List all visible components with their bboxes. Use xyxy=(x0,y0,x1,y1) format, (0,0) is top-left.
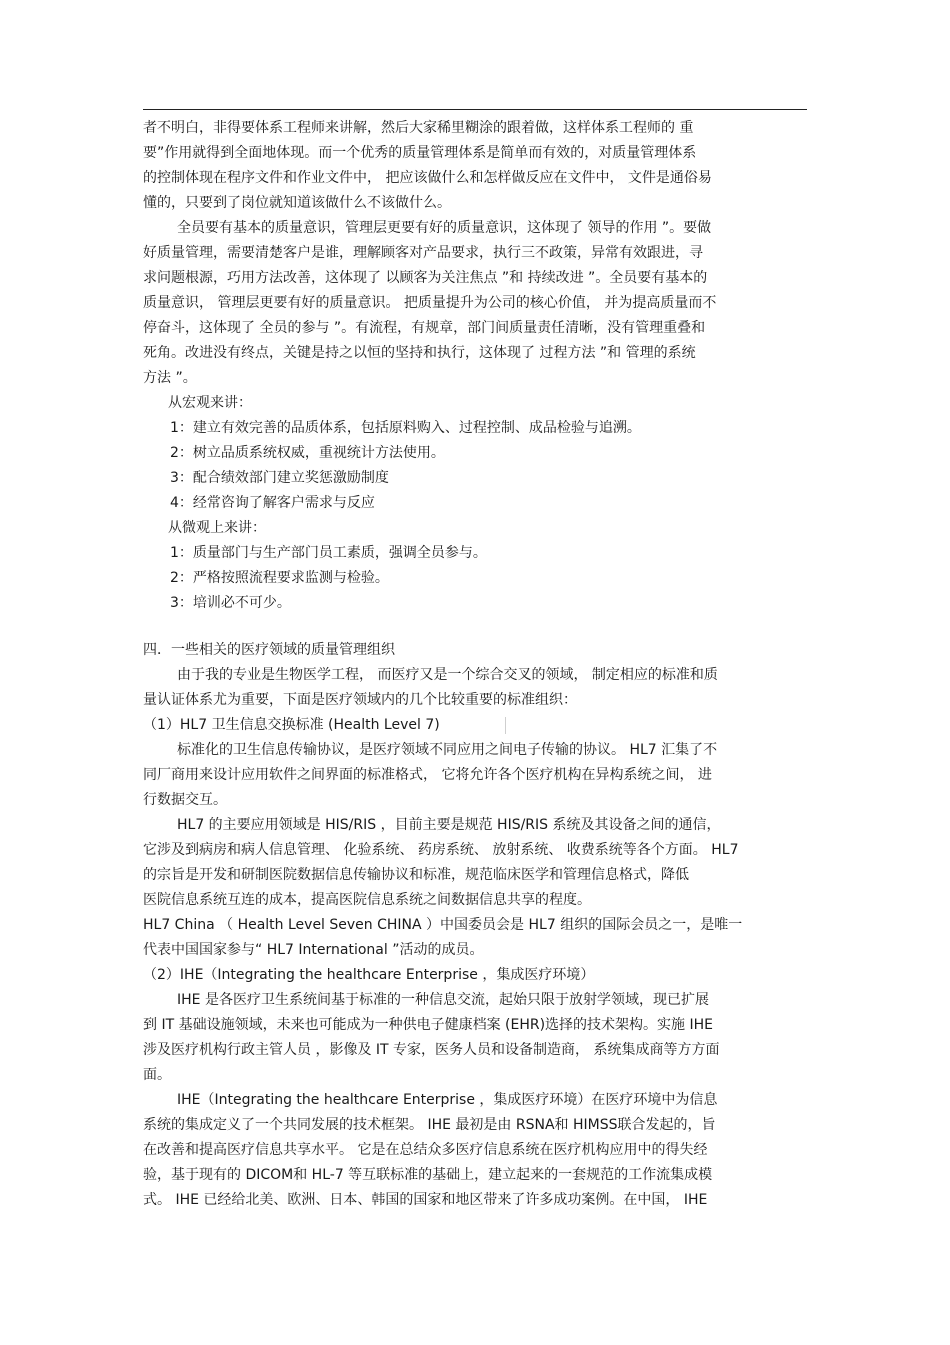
text-line: 量认证体系尤为重要，下面是医疗领域内的几个比较重要的标准组织： xyxy=(143,692,577,708)
text-line: 要”作用就得到全面地体现。而一个优秀的质量管理体系是简单而有效的，对质量管理体系 xyxy=(143,145,697,161)
text-line: 方法 ”。 xyxy=(143,370,197,386)
document-body xyxy=(143,116,807,1213)
list-item: 4：经常咨询了解客户需求与反应 xyxy=(170,495,375,511)
text-line: 者不明白，非得要体系工程师来讲解，然后大家稀里糊涂的跟着做，这样体系工程师的 重 xyxy=(143,120,694,136)
list-item: 1：建立有效完善的品质体系，包括原料购入、过程控制、成品检验与追溯。 xyxy=(170,420,641,436)
text-line: 面。 xyxy=(143,1067,171,1083)
text-line: HL7 的主要应用领域是 HIS/RIS ，目前主要是规范 HIS/RIS 系统及其设备之间的通信， xyxy=(177,817,721,833)
text-cursor xyxy=(505,717,506,734)
text-line: 医院信息系统互连的成本，提高医院信息系统之间数据信息共享的程度。 xyxy=(143,892,591,908)
list-item: 3：培训必不可少。 xyxy=(170,595,291,611)
text-line: IHE（Integrating the healthcare Enterprise ，集成医疗环境）在医疗环境中为信息 xyxy=(177,1092,718,1108)
section-label-macro: 从宏观来讲： xyxy=(168,395,252,411)
text-line: 验，基于现有的 DICOM和 HL-7 等互联标准的基础上，建立起来的一套规范的工作流集成模 xyxy=(143,1167,713,1183)
text-line: 代表中国国家参与“ HL7 International ”活动的成员。 xyxy=(143,942,484,958)
text-line: 系统的集成定义了一个共同发展的技术框架。 IHE 最初是由 RSNA和 HIMSS联合发起的，旨 xyxy=(143,1117,716,1133)
text-line: 行数据交互。 xyxy=(143,792,227,808)
text-line: HL7 China （ Health Level Seven CHINA ）中国委员会是 HL7 组织的国际会员之一，是唯一 xyxy=(143,917,743,933)
section-heading: 四．一些相关的医疗领域的质量管理组织 xyxy=(143,642,395,658)
text-line: 式。 IHE 已经给北美、欧洲、日本、韩国的国家和地区带来了许多成功案例。在中国， IHE xyxy=(143,1192,708,1208)
text-line: 懂的，只要到了岗位就知道该做什么不该做什么。 xyxy=(143,195,451,211)
text-line: 求问题根源，巧用方法改善，这体现了 以顾客为关注焦点 ”和 持续改进 ”。全员要有基本的 xyxy=(143,270,708,286)
text-line: 到 IT 基础设施领域，未来也可能成为一种供电子健康档案 (EHR)选择的技术架构。实施 IHE xyxy=(143,1017,714,1033)
text-line: 全员要有基本的质量意识，管理层更要有好的质量意识，这体现了 领导的作用 ”。要做 xyxy=(177,220,712,236)
list-item: 1：质量部门与生产部门员工素质，强调全员参与。 xyxy=(170,545,487,561)
subsection-heading-hl7: （1）HL7 卫生信息交换标准 (Health Level 7) xyxy=(143,713,807,738)
header-rule xyxy=(143,109,807,110)
text-line: 死角。改进没有终点，关键是持之以恒的坚持和执行，这体现了 过程方法 ”和 管理的系统 xyxy=(143,345,696,361)
paragraph-gap xyxy=(143,616,807,638)
list-item: 3：配合绩效部门建立奖惩激励制度 xyxy=(170,470,389,486)
text-line: 它涉及到病房和病人信息管理、 化验系统、 药房系统、 放射系统、 收费系统等各个方面。 HL7 xyxy=(143,842,739,858)
section-label-micro: 从微观上来讲： xyxy=(168,520,266,536)
text-line: 在改善和提高医疗信息共享水平。 它是在总结众多医疗信息系统在医疗机构应用中的得失经 xyxy=(143,1142,708,1158)
text-line: 质量意识， 管理层更要有好的质量意识。 把质量提升为公司的核心价值， 并为提高质量而不 xyxy=(143,295,717,311)
text-line: 标准化的卫生信息传输协议，是医疗领域不同应用之间电子传输的协议。 HL7 汇集了不 xyxy=(177,742,718,758)
text-line: IHE 是各医疗卫生系统间基于标准的一种信息交流，起始只限于放射学领域，现已扩展 xyxy=(177,992,709,1008)
text-line: 涉及医疗机构行政主管人员 ，影像及 IT 专家，医务人员和设备制造商， 系统集成商等方方面 xyxy=(143,1042,720,1058)
list-item: 2：严格按照流程要求监测与检验。 xyxy=(170,570,389,586)
list-item: 2：树立品质系统权威，重视统计方法使用。 xyxy=(170,445,445,461)
text-line: 同厂商用来设计应用软件之间界面的标准格式， 它将允许各个医疗机构在异构系统之间， 进 xyxy=(143,767,712,783)
subsection-heading-ihe: （2）IHE（Integrating the healthcare Enterprise ，集成医疗环境） xyxy=(143,967,595,983)
text-line: 的宗旨是开发和研制医院数据信息传输协议和标准，规范临床医学和管理信息格式，降低 xyxy=(143,867,689,883)
text-line: 好质量管理，需要清楚客户是谁，理解顾客对产品要求，执行三不政策，异常有效跟进，寻 xyxy=(143,245,703,261)
text-line: 的控制体现在程序文件和作业文件中， 把应该做什么和怎样做反应在文件中， 文件是通俗易 xyxy=(143,170,712,186)
text-line: 停奋斗，这体现了 全员的参与 ”。有流程，有规章，部门间质量责任清晰，没有管理重叠和 xyxy=(143,320,706,336)
text-line: 由于我的专业是生物医学工程， 而医疗又是一个综合交叉的领域， 制定相应的标准和质 xyxy=(177,667,718,683)
